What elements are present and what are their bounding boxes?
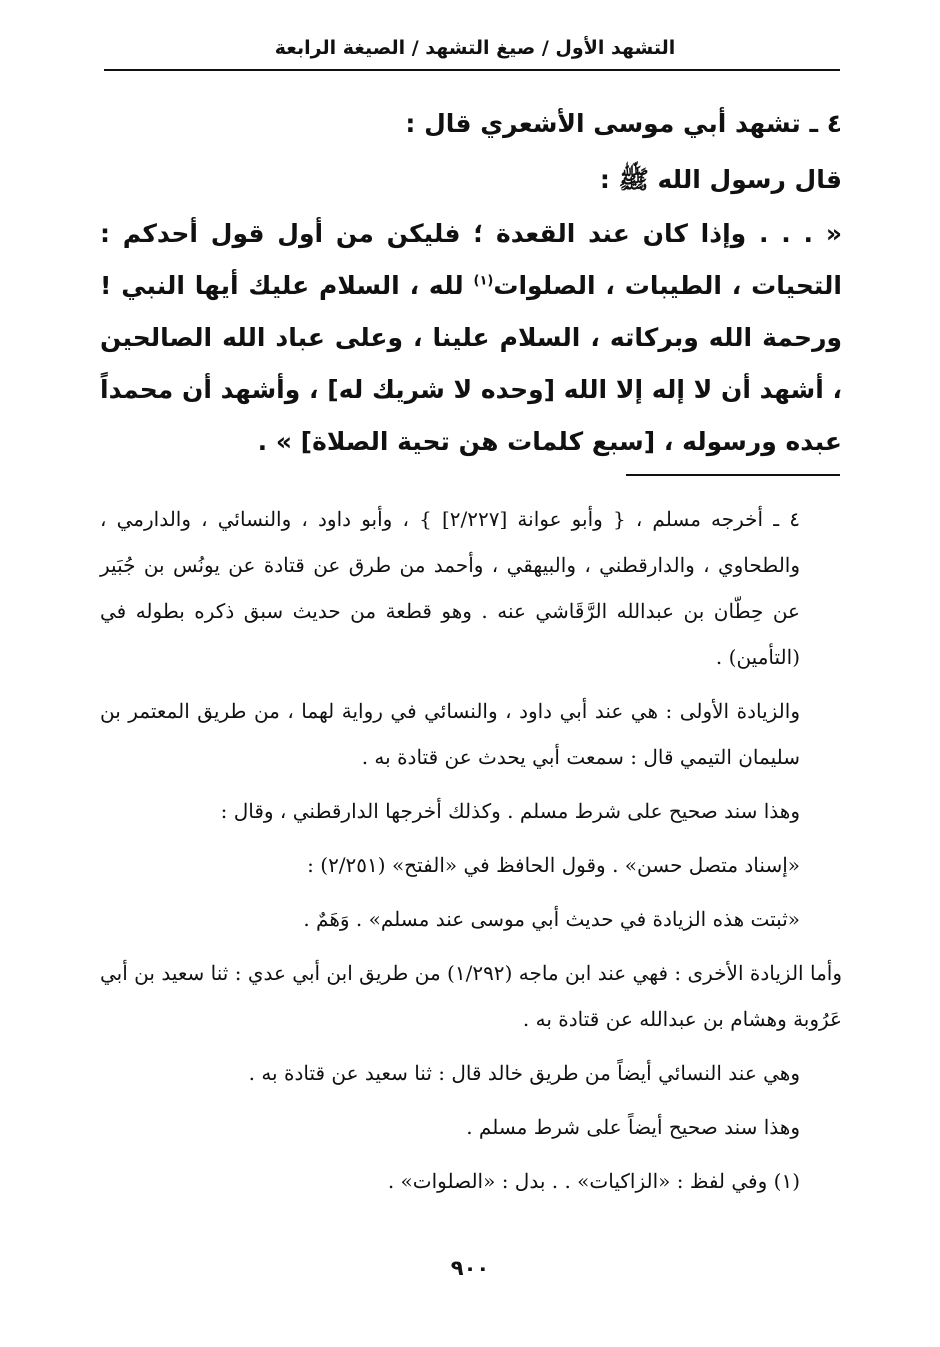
footnote-nasai-note: وهي عند النسائي أيضاً من طريق خالد قال : ثنا سعيد عن قتادة به .: [248, 1061, 800, 1085]
footnote-variant-wording: (١) وفي لفظ : «الزاكيات» . . بدل : «الصلوات» .: [387, 1169, 800, 1193]
running-header: التشهد الأول / صيغ التشهد / الصيغة الرابعة: [274, 37, 676, 59]
footnote-isnad-quote: «إسناد متصل حسن» . وقول الحافظ في «الفتح» (٢/٢٥١) :: [307, 853, 800, 877]
footnotes-block: [100, 496, 842, 1204]
footnote-separator: [626, 474, 840, 476]
footnote-first-addition: والزيادة الأولى : هي عند أبي داود ، والنسائي في رواية لهما ، من طريق المعتمر بن سليمان التيمي قال : سمعت أبي يحدث عن قتادة به .: [100, 699, 800, 769]
quote-part-2: لله ، السلام عليك أيها النبي ! ورحمة الله وبركاته ، السلام علينا ، وعلى عباد الله الصالحين ، أشهد أن لا إله إلا الله [وحده لا شريك له] ، وأشهد أن محمداً عبده ورسوله ، [سبع كلمات هن تحية الصلاة] » .: [100, 271, 842, 456]
footnote-sahih-note: وهذا سند صحيح أيضاً على شرط مسلم .: [466, 1115, 800, 1139]
intro-colon: :: [599, 165, 619, 194]
header-rule: [104, 69, 840, 71]
quote-part-1: « . . . وإذا كان عند القعدة ؛ فليكن من أول قول أحدكم : التحيات ، الطيبات ، الصلوات: [100, 219, 842, 300]
section-heading: ٤ ـ تشهد أبي موسى الأشعري قال :: [405, 109, 842, 138]
intro-text: قال رسول الله: [648, 165, 842, 194]
intro-line: [100, 152, 842, 208]
salutation-glyph: ﷺ: [618, 165, 649, 194]
footnote-sanad-note: وهذا سند صحيح على شرط مسلم . وكذلك أخرجها الدارقطني ، وقال :: [220, 799, 800, 823]
footnote-second-addition: وأما الزيادة الأخرى : فهي عند ابن ماجه (١/٢٩٢) من طريق ابن أبي عدي : ثنا سعيد بن أبي عَرُوبة وهشام بن عبدالله عن قتادة به .: [100, 961, 842, 1031]
footnote-reference: (١): [473, 273, 494, 289]
main-text: [100, 96, 842, 468]
page-number: ٩٠٠: [450, 1256, 490, 1280]
tashahhud-quote: [100, 208, 842, 468]
footnote-takhrij: ٤ ـ أخرجه مسلم ، { وأبو عوانة [٢/٢٢٧] } ، وأبو داود ، والنسائي ، والدارمي ، والطحاوي ، والدارقطني ، والبيهقي ، وأحمد من طرق عن قتادة عن يونُس بن جُبَير عن حِطّان بن عبدالله الرَّقَاشي عنه . وهو قطعة من حديث سبق ذكره بطوله في (التأمين) .: [100, 507, 801, 669]
footnote-hafiz-quote: «ثبتت هذه الزيادة في حديث أبي موسى عند مسلم» . وَهَمٌ .: [303, 907, 800, 931]
